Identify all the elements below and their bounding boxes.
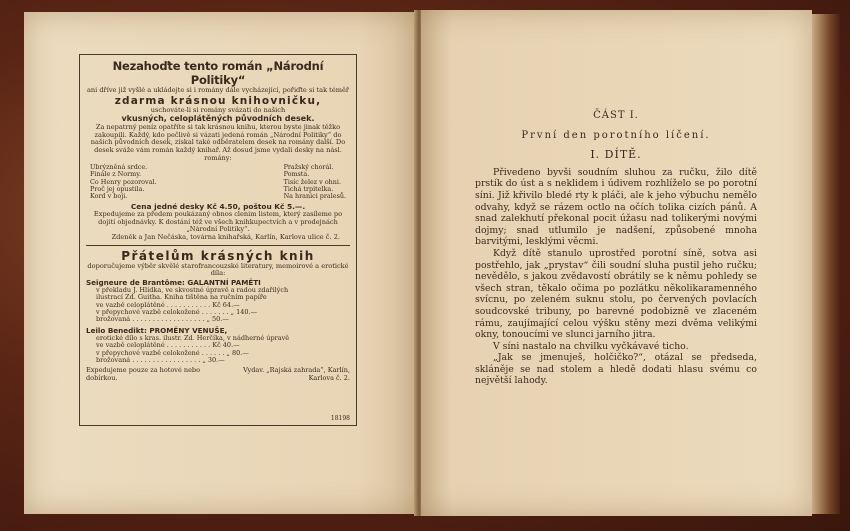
- print-code: 18198: [330, 415, 350, 422]
- book2-line: ve vazbě celoplátěné . . . . . . . . . . . Kč 40.—: [96, 341, 240, 350]
- book1-line: ilustrací Zd. Guitha. Kniha tištěna na ručním papíře: [96, 293, 267, 302]
- book2-line: brožovaná . . . . . . . . . . . . . . . . . „ 30.—: [96, 355, 225, 364]
- book1-line: brožovaná . . . . . . . . . . . . . . . . . . „ 50.—: [96, 315, 229, 324]
- book1-line: v přepychové vazbě celokožené . . . . . . . „ 140.—: [96, 307, 258, 316]
- shipping-note: Expedujeme pouze za hotové nebo dobírkou.: [86, 366, 200, 382]
- book2-title: Leilo Benedikt: PROMĚNY VENUŠE,: [86, 325, 228, 335]
- ad-boards-text: Za nepatrný peníz opatříte si tak krásnou knihu, kterou byste jinak těžko zakoupili. Každý, kdo pečlivě si vázati jedená román „Národní Politiky“ do našich původních desek, získal také odběratelem desek na romány další. Do desek sváže vám román každý knihař. Až dosud jsme vydali desky na násl. romány:: [90, 123, 346, 162]
- ad-boards-title: vkusných, celoplátěných původních desek.: [121, 114, 315, 124]
- paragraph: Když dítě stanulo uprostřed porotní síně, sotva asi postřehlo, jak „prystav“ čili soudní sluha pustil jeho ručku; nevědělo, s jakou zvědavostí obrátily se k němu pohledy se všech stran, těkalo očima po pozlátku několikaramenného svícnu, po zeleném suknu stolu, po červených povlacích soudcovské tribuny, po barevné podobizně ve zlaceném rámu, zaujímající celou výšku stěny mezi dvěma velikými okny, tonoucími ve slunci jarního jitra.: [475, 247, 757, 341]
- ad-free-sub: uschováte-li si romány svázati do našich: [150, 105, 286, 114]
- friends-text: doporučujeme výběr skvělé starofrancouzské literatury, memoirové a erotické díla:: [87, 261, 349, 278]
- ad-intro: ani dříve již vyšlé a ukládejte si i romány dále vycházející, pořiďte si tak téměř: [86, 86, 350, 94]
- binder-address: Zdeněk a Jan Nečáska, továrna knihařská, Karlín, Karlova ulice č. 2.: [111, 232, 340, 241]
- divider: [86, 245, 350, 246]
- novel-titles-right: Pražský chorál. Pomsta. Tisíc želez v ohni. Tichá trpitelka. Na hranici pralesů.: [283, 163, 346, 200]
- chapter-text: [475, 52, 757, 387]
- section-title: První den porotního líčení.: [521, 129, 711, 141]
- book2-line: v přepychové vazbě celokožené . . . . . . „ 80.—: [96, 348, 249, 357]
- friends-title: Přátelům krásných knih: [121, 248, 315, 263]
- paragraph: „Jak se jmenuješ, holčičko?“, otázal se předseda, skláněje se nad stolem a hledě dodati hlasu svému co největší lahody.: [475, 352, 757, 387]
- paragraph: V síni nastalo na chvilku vyčkávavé ticho.: [493, 340, 689, 352]
- ad-heading: Nezahoďte tento román „Národní Politiky“: [112, 59, 324, 87]
- novel-titles-left: Ubrýzněná srdce. Finále z Normy. Co Henry pozoroval. Proč jej opustila. Kord v boji.: [90, 163, 157, 200]
- part-heading: ČÁST I.: [593, 110, 639, 121]
- ad-free-title: zdarma krásnou knihovničku,: [114, 94, 322, 107]
- page-edges: [812, 14, 840, 514]
- novel-title-list: [90, 164, 346, 200]
- book1-line: ve vazbě celoplátěné . . . . . . . . . . . Kč 64.—: [96, 300, 240, 309]
- book2-line: erotické dílo s kras. ilustr. Zd. Herčíka, v nádherné úpravě: [96, 333, 290, 342]
- chapter-heading: I. DÍTĚ.: [590, 148, 642, 162]
- publisher-address: Vydav. „Rajská zahrada“, Karlín, Karlova č. 2.: [243, 366, 350, 382]
- paragraph: Přivedeno byvši soudním sluhou za ručku, žilo dítě prstík do úst a s neklidem i údivem rozhlíželo se po porotní síni. Již křivilo bledé rty k pláči, ale k jeho výbuchu nemělo odvahy, když se rázem octlo na očích tolika cizích pánů. A snad zalekhutí překonal pocit úžasu nad tolikerými novými dojmy; snad utlumilo je nadšení, způsobené mnoha barvitými, lesklými věcmi.: [475, 166, 757, 248]
- book1-title: Seigneure de Brantôme: GALANTNÍ PAMĚTI: [86, 277, 261, 287]
- right-page: [421, 10, 812, 516]
- price-line: Cena jedné desky Kč 4.50, poštou Kč 5.—.: [130, 202, 306, 212]
- left-page: [24, 12, 417, 514]
- book1-line: v překladu J. Hlídka, ve skvostné úpravě a radou zdařilých: [96, 285, 289, 294]
- advertisement-box: [79, 54, 357, 426]
- ad-footer: [86, 367, 350, 382]
- order-text: Expedujeme za předem poukázaný obnos clenim listem, který zasíleme po dojití objednávky. K dostání též ve všech knihkupectvích a v prodejnách „Národní Politiky“.: [93, 210, 343, 234]
